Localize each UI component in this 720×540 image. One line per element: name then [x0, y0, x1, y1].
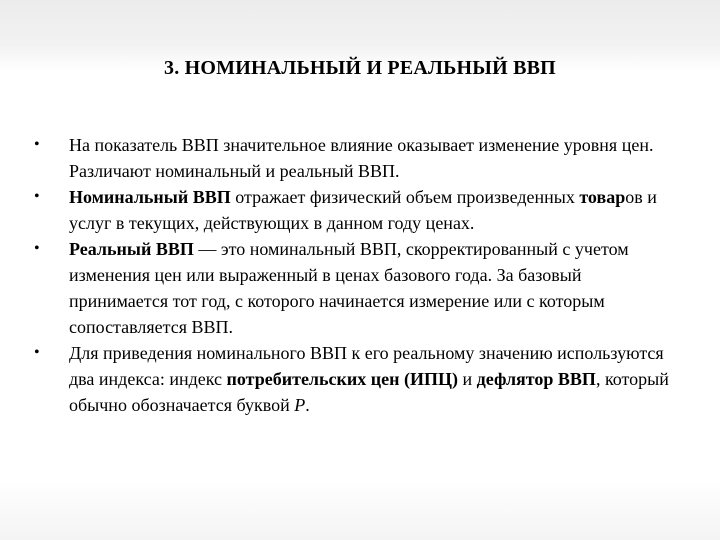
bullet-marker: •: [34, 136, 40, 153]
bullet-text: ов и услуг в текущих, действующих в данном году ценах.: [69, 187, 657, 233]
symbol-p: P: [294, 395, 306, 415]
bullet-item: [34, 132, 684, 184]
bullet-list: [34, 132, 684, 418]
bullet-item: [34, 236, 684, 340]
bullet-text: На показатель ВВП значительное влияние оказывает изменение уровня цен. Различают номинальный и реальный ВВП.: [69, 135, 654, 181]
bullet-text: — это номинальный ВВП, скорректированный с учетом изменения цен или выраженный в ценах базового года. За базовый принимается тот год, с которого начинается измерение или с которым сопоставляется ВВП.: [69, 239, 629, 337]
bullet-marker: •: [34, 344, 40, 361]
bullet-text: отражает физический объем произведенных: [230, 187, 580, 207]
bullet-text: Для приведения номинального ВВП к его реальному значению используются два индекса: индекс: [69, 343, 664, 389]
bullet-text: и: [458, 369, 477, 389]
bullet-marker: •: [34, 188, 40, 205]
bullet-text: , который обычно обозначается буквой: [69, 369, 669, 415]
bullet-item: [34, 184, 684, 236]
bullet-text: .: [305, 395, 310, 415]
bullet-marker: •: [34, 240, 40, 257]
term-nominal-gdp: Номинальный ВВП: [69, 187, 231, 207]
term-goods: товар: [579, 187, 626, 207]
term-real-gdp: Реальный ВВП: [69, 239, 194, 259]
slide-title: 3. НОМИНАЛЬНЫЙ И РЕАЛЬНЫЙ ВВП: [164, 57, 556, 79]
term-gdp-deflator: дефлятор ВВП: [476, 369, 596, 389]
term-cpi: потребительских цен (ИПЦ): [226, 369, 458, 389]
bullet-item: [34, 340, 684, 418]
